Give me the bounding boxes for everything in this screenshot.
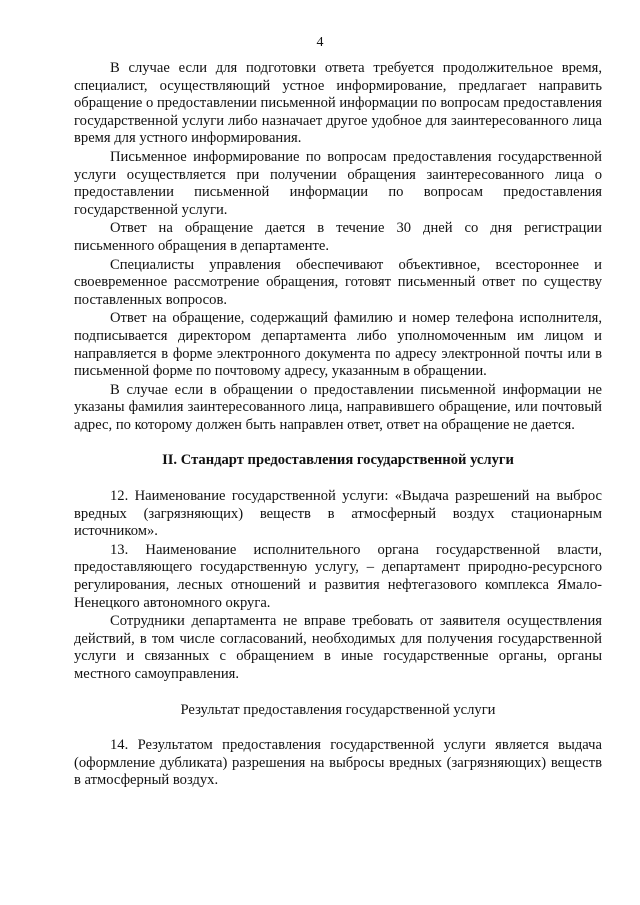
paragraph: 14. Результатом предоставления государственной услуги является выдача (оформление дубликата) разрешения на выбросы вредных (загрязняющих) веществ в атмосферный воздух. xyxy=(74,737,602,789)
section-heading: II. Стандарт предоставления государственной услуги xyxy=(162,452,514,469)
paragraph: Сотрудники департамента не вправе требовать от заявителя осуществления действий, в том числе согласований, необходимых для получения государственной услуги и связанных с обращением в иные государственные органы, органы местного самоуправления. xyxy=(74,613,602,682)
paragraph: В случае если в обращении о предоставлении письменной информации не указаны фамилия заинтересованного лица, направившего обращение, или почтовый адрес, по которому должен быть направлен ответ, ответ на обращение не дается. xyxy=(74,381,602,433)
paragraph: 12. Наименование государственной услуги: «Выдача разрешений на выброс вредных (загрязняющих) веществ в атмосферный воздух стационарным источником». xyxy=(74,488,602,540)
paragraph: 13. Наименование исполнительного органа государственной власти, предоставляющего государственную услугу, – департамент природно-ресурсного регулирования, лесных отношений и развития нефтегазового комплекса Ямало-Ненецкого автономного округа. xyxy=(74,541,602,611)
page-number: 4 xyxy=(316,35,324,50)
paragraph: Ответ на обращение, содержащий фамилию и номер телефона исполнителя, подписывается директором департамента либо уполномоченным им лицом и направляется в форме электронного документа по адресу электронной почты или в письменной форме по почтовому адресу, указанным в обращении. xyxy=(74,310,602,380)
paragraph: Специалисты управления обеспечивают объективное, всестороннее и своевременное рассмотрение обращения, готовят письменный ответ по существу поставленных вопросов. xyxy=(74,256,602,308)
document-body xyxy=(74,60,602,791)
paragraph: Письменное информирование по вопросам предоставления государственной услуги осуществляется при получении обращения заинтересованного лица о предоставлении письменной информации по вопросам предоставления государственной услуги. xyxy=(74,148,602,218)
paragraph: Ответ на обращение дается в течение 30 дней со дня регистрации письменного обращения в департаменте. xyxy=(74,220,602,254)
paragraph: В случае если для подготовки ответа требуется продолжительное время, специалист, осуществляющий устное информирование, предлагает направить обращение о предоставлении письменной информации по вопросам предоставления государственной услуги либо назначает другое удобное для заинтересованного лица время для устного информирования. xyxy=(74,60,602,147)
subsection-heading: Результат предоставления государственной услуги xyxy=(180,701,496,718)
